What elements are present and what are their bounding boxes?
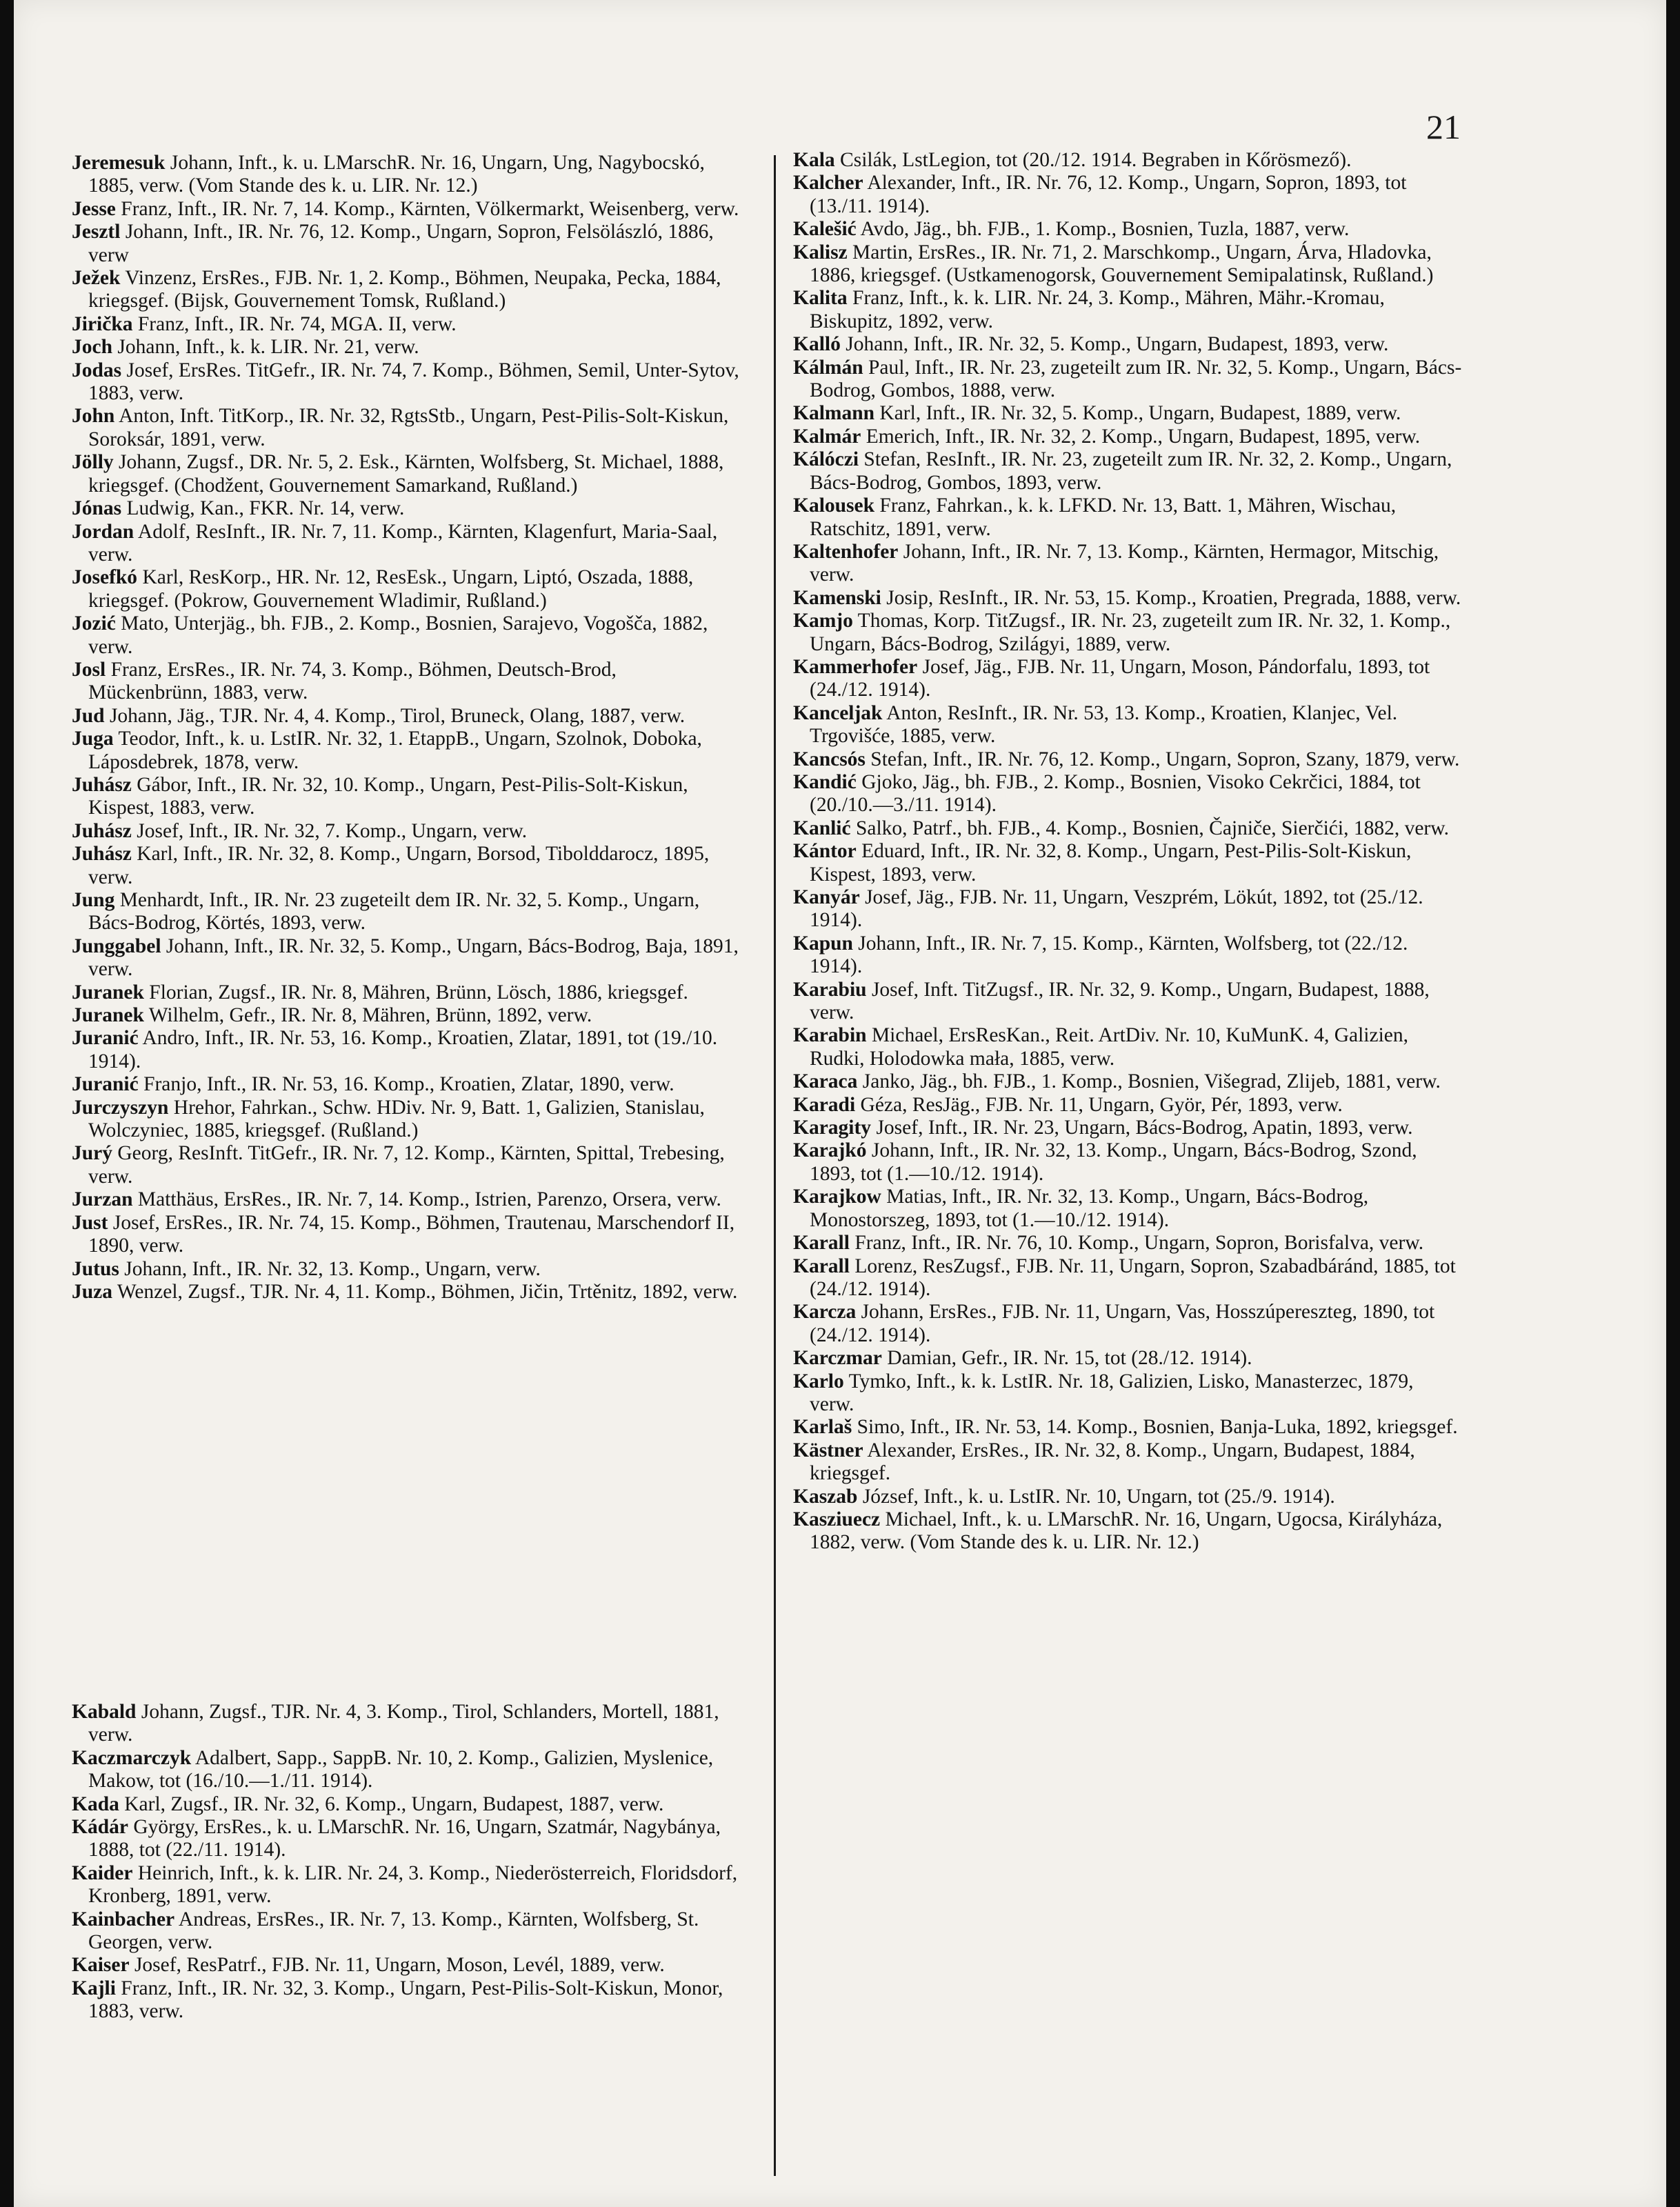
register-entry <box>793 1439 1462 1486</box>
entry-surname: Kanyár <box>793 886 860 908</box>
entry-surname: Karcza <box>793 1301 857 1324</box>
entry-details: Franz, Inft., IR. Nr. 76, 10. Komp., Ungarn, Sopron, Borisfalva, verw. <box>849 1232 1424 1255</box>
entry-details: Ludwig, Kan., FKR. Nr. 14, verw. <box>121 497 405 520</box>
register-entry <box>72 1188 741 1211</box>
register-entry <box>793 1186 1462 1232</box>
register-entry <box>72 1258 741 1281</box>
entry-details: Johann, Inft., IR. Nr. 32, 13. Komp., Ungarn, Bács-Bodrog, Szond, 1893, tot (1.—10./12. 1914). <box>810 1139 1417 1185</box>
register-entry <box>72 1977 741 2024</box>
entry-details: Avdo, Jäg., bh. FJB., 1. Komp., Bosnien, Tuzla, 1887, verw. <box>856 218 1350 241</box>
register-entry <box>793 402 1462 425</box>
entry-details: Josef, Inft., IR. Nr. 23, Ungarn, Bács-Bodrog, Apatin, 1893, verw. <box>871 1117 1413 1139</box>
entry-surname: Kántor <box>793 840 857 863</box>
register-entry <box>793 1139 1462 1186</box>
entry-details: Franz, Inft., IR. Nr. 32, 3. Komp., Ungarn, Pest-Pilis-Solt-Kiskun, Monor, 1883, verw. <box>88 1977 723 2023</box>
entry-surname: Jurzan <box>72 1188 133 1211</box>
register-entry <box>72 1701 741 1747</box>
register-entry <box>793 1486 1462 1508</box>
entry-surname: Karall <box>793 1255 850 1277</box>
register-entry <box>72 935 741 981</box>
register-entry <box>793 840 1462 886</box>
entry-details: Géza, ResJäg., FJB. Nr. 11, Ungarn, Györ, Pér, 1893, verw. <box>855 1093 1343 1116</box>
entry-surname: Kaiser <box>72 1954 130 1977</box>
entry-surname: Juhász <box>72 819 132 842</box>
register-entry <box>793 587 1462 610</box>
register-entry <box>793 886 1462 932</box>
entry-details: Adolf, ResInft., IR. Nr. 7, 11. Komp., Kärnten, Klagenfurt, Maria-Saal, verw. <box>88 520 718 566</box>
entry-details: Alexander, ErsRes., IR. Nr. 32, 8. Komp., Ungarn, Budapest, 1884, kriegsgef. <box>810 1439 1415 1485</box>
entry-details: Johann, Inft., IR. Nr. 32, 5. Komp., Ungarn, Budapest, 1893, verw. <box>840 333 1389 356</box>
entry-surname: Juranek <box>72 1004 144 1027</box>
register-entry <box>72 152 741 198</box>
entry-details: Florian, Zugsf., IR. Nr. 8, Mähren, Brünn, Lösch, 1886, kriegsgef. <box>143 981 688 1003</box>
register-entry <box>793 702 1462 748</box>
entry-surname: Kálóczi <box>793 448 859 471</box>
entry-surname: Josefkó <box>72 566 138 589</box>
entry-surname: Kanlić <box>793 817 851 839</box>
entry-details: Johann, Inft., IR. Nr. 32, 13. Komp., Ungarn, verw. <box>119 1257 541 1280</box>
entry-details: Georg, ResInft. TitGefr., IR. Nr. 7, 12. Komp., Kärnten, Spittal, Trebesing, verw. <box>88 1142 725 1188</box>
page-number: 21 <box>1426 108 1461 146</box>
register-entry <box>72 198 741 221</box>
entry-surname: Jesztl <box>72 221 121 243</box>
register-entry <box>793 495 1462 541</box>
entry-surname: Kalita <box>793 287 848 310</box>
entry-surname: Kala <box>793 149 835 171</box>
entry-details: Thomas, Korp. TitZugsf., IR. Nr. 23, zugeteilt zum IR. Nr. 32, 1. Komp., Ungarn, Bács-Bodrog, Szilágyi, 1889, verw. <box>810 610 1451 655</box>
register-entry <box>793 1232 1462 1255</box>
entry-details: Josef, Jäg., FJB. Nr. 11, Ungarn, Moson, Pándorfalu, 1893, tot (24./12. 1914). <box>810 655 1430 701</box>
entry-surname: Kapun <box>793 932 853 955</box>
entry-details: Karl, Zugsf., IR. Nr. 32, 6. Komp., Ungarn, Budapest, 1887, verw. <box>119 1792 664 1815</box>
entry-surname: Jónas <box>72 497 122 520</box>
entry-surname: Juranić <box>72 1073 139 1096</box>
entry-surname: Juhász <box>72 843 132 866</box>
register-entry <box>793 610 1462 656</box>
entry-surname: Karagity <box>793 1117 872 1139</box>
entry-details: Stefan, Inft., IR. Nr. 76, 12. Komp., Ungarn, Sopron, Szany, 1879, verw. <box>865 748 1460 770</box>
entry-surname: Jozić <box>72 612 116 635</box>
column-divider <box>774 155 776 2176</box>
register-entry <box>72 1816 741 1862</box>
entry-surname: John <box>72 405 115 428</box>
register-entry <box>72 1142 741 1188</box>
entry-details: Josef, ResPatrf., FJB. Nr. 11, Ungarn, Moson, Levél, 1889, verw. <box>129 1954 665 1977</box>
register-entry <box>72 774 741 820</box>
entry-surname: Karczmar <box>793 1347 882 1370</box>
entry-details: Vinzenz, ErsRes., FJB. Nr. 1, 2. Komp., Böhmen, Neupaka, Pecka, 1884, kriegsgef. (Bijsk, Gouvernement Tomsk, Rußland.) <box>88 267 721 312</box>
register-entry <box>72 1747 741 1793</box>
entry-details: Simo, Inft., IR. Nr. 53, 14. Komp., Bosnien, Banja-Luka, 1892, kriegsgef. <box>852 1416 1458 1439</box>
left-column-j-entries <box>72 152 741 1304</box>
register-entry <box>793 771 1462 817</box>
entry-surname: Kaczmarczyk <box>72 1746 192 1769</box>
entry-details: Franz, Inft., IR. Nr. 7, 14. Komp., Kärnten, Völkermarkt, Weisenberg, verw. <box>115 197 739 220</box>
entry-details: Hrehor, Fahrkan., Schw. HDiv. Nr. 9, Batt. 1, Galizien, Stanislau, Wolczyniec, 1885, kriegsgef. (Rußland.) <box>88 1096 705 1142</box>
register-entry <box>72 889 741 935</box>
register-entry <box>72 521 741 567</box>
entry-details: Michael, Inft., k. u. LMarschR. Nr. 16, Ungarn, Ugocsa, Királyháza, 1882, verw. (Vom Stande des k. u. LIR. Nr. 12.) <box>810 1508 1443 1554</box>
register-entry <box>793 1094 1462 1117</box>
entry-details: Franz, Inft., IR. Nr. 74, MGA. II, verw. <box>132 312 457 335</box>
entry-surname: Kaltenhofer <box>793 540 899 563</box>
entry-details: Emerich, Inft., IR. Nr. 32, 2. Komp., Ungarn, Budapest, 1895, verw. <box>861 425 1421 448</box>
entry-surname: Jodas <box>72 359 122 381</box>
entry-details: Janko, Jäg., bh. FJB., 1. Komp., Bosnien, Višegrad, Zlijeb, 1881, verw. <box>857 1070 1441 1093</box>
entry-surname: Kalisz <box>793 241 848 263</box>
register-entry <box>72 313 741 336</box>
entry-surname: Karabin <box>793 1024 867 1047</box>
register-entry <box>72 659 741 705</box>
register-entry <box>793 1255 1462 1301</box>
register-entry <box>793 426 1462 448</box>
entry-surname: Jirička <box>72 312 133 335</box>
entry-details: Damian, Gefr., IR. Nr. 15, tot (28./12. 1914). <box>881 1347 1252 1370</box>
entry-surname: Juga <box>72 728 114 750</box>
entry-details: Wenzel, Zugsf., TJR. Nr. 4, 11. Komp., Böhmen, Jičin, Trtěnitz, 1892, verw. <box>112 1280 738 1303</box>
register-entry <box>72 1212 741 1258</box>
register-entry <box>793 1117 1462 1139</box>
entry-surname: Jung <box>72 889 115 911</box>
entry-surname: Kalešić <box>793 218 857 241</box>
entry-details: Karl, Inft., IR. Nr. 32, 8. Komp., Ungarn, Borsod, Tibolddarocz, 1895, verw. <box>88 843 710 888</box>
entry-details: Franz, Fahrkan., k. k. LFKD. Nr. 13, Batt. 1, Mähren, Wischau, Ratschitz, 1891, verw. <box>810 495 1397 540</box>
document-page <box>14 0 1666 2207</box>
register-entry <box>72 843 741 889</box>
register-entry <box>72 1793 741 1816</box>
entry-details: Johann, Zugsf., TJR. Nr. 4, 3. Komp., Tirol, Schlanders, Mortell, 1881, verw. <box>88 1701 719 1746</box>
entry-surname: Jesse <box>72 197 116 220</box>
register-entry <box>72 1908 741 1955</box>
register-entry <box>72 1073 741 1096</box>
entry-surname: Kalcher <box>793 172 863 194</box>
entry-surname: Josl <box>72 658 106 681</box>
register-entry <box>72 566 741 612</box>
entry-details: Franz, ErsRes., IR. Nr. 74, 3. Komp., Böhmen, Deutsch-Brod, Mückenbrünn, 1883, verw. <box>88 658 617 704</box>
register-entry <box>793 1416 1462 1439</box>
entry-details: Johann, Inft., k. u. LMarschR. Nr. 16, Ungarn, Ung, Nagybocskó, 1885, verw. (Vom Stande des k. u. LIR. Nr. 12.) <box>88 152 705 197</box>
entry-surname: Kancsós <box>793 748 866 770</box>
register-entry <box>793 817 1462 840</box>
entry-details: Stefan, ResInft., IR. Nr. 23, zugeteilt zum IR. Nr. 32, 2. Komp., Ungarn, Bács-Bodrog, Gombos, 1893, verw. <box>810 448 1452 494</box>
entry-surname: Karadi <box>793 1093 856 1116</box>
entry-details: Josef, Jäg., FJB. Nr. 11, Ungarn, Veszprém, Lökút, 1892, tot (25./12. 1914). <box>810 886 1423 932</box>
entry-surname: Karlo <box>793 1370 844 1392</box>
entry-details: Martin, ErsRes., IR. Nr. 71, 2. Marschkomp., Ungarn, Árva, Hladovka, 1886, kriegsgef. (Ustkamenogorsk, Gouvernement Semipalatinsk, Rußland.) <box>810 241 1434 287</box>
register-entry <box>72 1954 741 1977</box>
entry-details: József, Inft., k. u. LstIR. Nr. 10, Ungarn, tot (25./9. 1914). <box>857 1485 1335 1508</box>
entry-details: Gábor, Inft., IR. Nr. 32, 10. Komp., Ungarn, Pest-Pilis-Solt-Kiskun, Kispest, 1883, verw. <box>88 773 688 819</box>
entry-surname: Kaider <box>72 1861 133 1884</box>
entry-surname: Juranek <box>72 981 144 1003</box>
entry-details: Josef, ErsRes. TitGefr., IR. Nr. 74, 7. Komp., Böhmen, Semil, Unter-Sytov, 1883, verw. <box>88 359 739 405</box>
register-entry <box>72 981 741 1004</box>
register-entry <box>72 705 741 728</box>
entry-surname: Kästner <box>793 1439 863 1461</box>
register-entry <box>72 1281 741 1304</box>
right-column-entries <box>793 149 1462 1555</box>
entry-details: Andro, Inft., IR. Nr. 53, 16. Komp., Kroatien, Zlatar, 1891, tot (19./10. 1914). <box>88 1027 718 1072</box>
register-entry <box>72 820 741 843</box>
entry-surname: Kamenski <box>793 586 881 609</box>
entry-details: Johann, ErsRes., FJB. Nr. 11, Ungarn, Vas, Hosszúpereszteg, 1890, tot (24./12. 1914). <box>810 1301 1435 1346</box>
entry-details: Salko, Patrf., bh. FJB., 4. Komp., Bosnien, Čajniče, Sierčići, 1882, verw. <box>850 817 1450 839</box>
entry-details: Johann, Inft., IR. Nr. 7, 15. Komp., Kärnten, Wolfsberg, tot (22./12. 1914). <box>810 932 1408 978</box>
entry-surname: Kálmán <box>793 356 863 379</box>
entry-surname: Joch <box>72 336 112 359</box>
entry-surname: Jölly <box>72 451 114 474</box>
register-entry <box>793 979 1462 1025</box>
register-entry <box>793 932 1462 979</box>
entry-details: Karl, ResKorp., HR. Nr. 12, ResEsk., Ungarn, Liptó, Oszada, 1888, kriegsgef. (Pokrow, Gouvernement Wladimir, Rußland.) <box>88 566 694 612</box>
entry-details: Josef, ErsRes., IR. Nr. 74, 15. Komp., Böhmen, Trautenau, Marschendorf II, 1890, verw. <box>88 1211 735 1257</box>
entry-details: Matthäus, ErsRes., IR. Nr. 7, 14. Komp., Istrien, Parenzo, Orsera, verw. <box>132 1188 721 1211</box>
entry-details: Anton, Inft. TitKorp., IR. Nr. 32, RgtsStb., Ungarn, Pest-Pilis-Solt-Kiskun, Soroksár, 1891, verw. <box>88 405 729 450</box>
entry-details: Johann, Inft., IR. Nr. 7, 13. Komp., Kärnten, Hermagor, Mitschig, verw. <box>810 540 1439 586</box>
register-entry <box>793 656 1462 702</box>
entry-details: Josip, ResInft., IR. Nr. 53, 15. Komp., Kroatien, Pregrada, 1888, verw. <box>881 586 1461 609</box>
entry-surname: Kajli <box>72 1977 116 1999</box>
entry-surname: Kabald <box>72 1701 137 1723</box>
register-entry <box>72 1862 741 1908</box>
entry-surname: Kaszab <box>793 1485 858 1508</box>
entry-surname: Karajkow <box>793 1186 881 1208</box>
register-entry <box>72 612 741 659</box>
register-entry <box>793 149 1462 172</box>
entry-surname: Junggabel <box>72 935 161 957</box>
entry-details: Paul, Inft., IR. Nr. 23, zugeteilt zum IR. Nr. 32, 5. Komp., Ungarn, Bács-Bodrog, Gombos, 1888, verw. <box>810 356 1462 402</box>
register-entry <box>72 359 741 406</box>
entry-surname: Karaca <box>793 1070 858 1093</box>
entry-surname: Kanceljak <box>793 701 883 724</box>
entry-details: Alexander, Inft., IR. Nr. 76, 12. Komp., Ungarn, Sopron, 1893, tot (13./11. 1914). <box>810 172 1407 217</box>
entry-surname: Jeremesuk <box>72 152 166 174</box>
register-entry <box>72 1004 741 1027</box>
entry-details: Josef, Inft., IR. Nr. 32, 7. Komp., Ungarn, verw. <box>131 819 528 842</box>
register-entry <box>793 357 1462 403</box>
entry-details: Johann, Inft., IR. Nr. 76, 12. Komp., Ungarn, Sopron, Felsölászló, 1886, verw <box>88 221 714 266</box>
register-entry <box>793 218 1462 241</box>
entry-details: Anton, ResInft., IR. Nr. 53, 13. Komp., Kroatien, Klanjec, Vel. Trgovišće, 1885, verw. <box>810 701 1398 748</box>
register-entry <box>793 1347 1462 1370</box>
entry-details: Menhardt, Inft., IR. Nr. 23 zugeteilt dem IR. Nr. 32, 5. Komp., Ungarn, Bács-Bodrog, Körtés, 1893, verw. <box>88 889 700 935</box>
register-entry <box>72 405 741 451</box>
entry-details: Heinrich, Inft., k. k. LIR. Nr. 24, 3. Komp., Niederösterreich, Floridsdorf, Kronberg, 1891, verw. <box>88 1861 738 1908</box>
register-entry <box>72 267 741 313</box>
entry-details: Andreas, ErsRes., IR. Nr. 7, 13. Komp., Kärnten, Wolfsberg, St. Georgen, verw. <box>88 1908 699 1954</box>
entry-details: Franz, Inft., k. k. LIR. Nr. 24, 3. Komp., Mähren, Mähr.-Kromau, Biskupitz, 1892, verw. <box>810 287 1385 332</box>
entry-surname: Jurý <box>72 1142 112 1165</box>
entry-details: Matias, Inft., IR. Nr. 32, 13. Komp., Ungarn, Bács-Bodrog, Monostorszeg, 1893, tot (1.—10./12. 1914). <box>810 1186 1369 1231</box>
entry-details: Mato, Unterjäg., bh. FJB., 2. Komp., Bosnien, Sarajevo, Vogošča, 1882, verw. <box>88 612 708 658</box>
register-entry <box>72 728 741 774</box>
entry-details: Johann, Jäg., TJR. Nr. 4, 4. Komp., Tirol, Bruneck, Olang, 1887, verw. <box>104 704 686 727</box>
register-entry <box>793 541 1462 587</box>
register-entry <box>793 748 1462 771</box>
entry-details: Teodor, Inft., k. u. LstIR. Nr. 32, 1. EtappB., Ungarn, Szolnok, Doboka, Láposdebrek, 1878, verw. <box>88 728 702 773</box>
register-entry <box>72 1097 741 1143</box>
register-entry <box>793 1070 1462 1093</box>
entry-surname: Kalló <box>793 333 841 356</box>
register-entry <box>72 1027 741 1073</box>
entry-surname: Karall <box>793 1232 850 1255</box>
entry-details: Gjoko, Jäg., bh. FJB., 2. Komp., Bosnien, Visoko Cekrčici, 1884, tot (20./10.—3./11. 1914). <box>810 770 1421 817</box>
entry-details: Tymko, Inft., k. k. LstIR. Nr. 18, Galizien, Lisko, Manasterzec, 1879, verw. <box>810 1370 1414 1415</box>
entry-details: Eduard, Inft., IR. Nr. 32, 8. Komp., Ungarn, Pest-Pilis-Solt-Kiskun, Kispest, 1893, verw. <box>810 840 1412 886</box>
register-entry <box>793 1301 1462 1347</box>
entry-surname: Juhász <box>72 773 132 796</box>
entry-surname: Kainbacher <box>72 1908 175 1930</box>
left-column-k-entries <box>72 1701 741 2024</box>
entry-surname: Karajkó <box>793 1139 867 1162</box>
entry-surname: Kasziuecz <box>793 1508 881 1530</box>
entry-details: György, ErsRes., k. u. LMarschR. Nr. 16, Ungarn, Szatmár, Nagybánya, 1888, tot (22./11. 1914). <box>88 1816 721 1861</box>
entry-surname: Just <box>72 1211 108 1234</box>
register-entry <box>793 1508 1462 1555</box>
entry-surname: Jutus <box>72 1257 119 1280</box>
entry-surname: Kandić <box>793 770 857 793</box>
entry-surname: Kalmár <box>793 425 861 448</box>
entry-surname: Karabiu <box>793 978 867 1001</box>
entry-surname: Juza <box>72 1280 112 1303</box>
entry-surname: Kalousek <box>793 495 875 517</box>
register-entry <box>72 221 741 267</box>
register-entry <box>793 241 1462 288</box>
register-entry <box>72 451 741 497</box>
entry-surname: Kádár <box>72 1816 128 1839</box>
entry-details: Adalbert, Sapp., SappB. Nr. 10, 2. Komp., Galizien, Myslenice, Makow, tot (16./10.—1./11. 1914). <box>88 1746 714 1792</box>
entry-details: Johann, Zugsf., DR. Nr. 5, 2. Esk., Kärnten, Wolfsberg, St. Michael, 1888, kriegsgef. (Chodžent, Gouvernement Samarkand, Rußland.) <box>88 451 724 497</box>
entry-details: Wilhelm, Gefr., IR. Nr. 8, Mähren, Brünn, 1892, verw. <box>143 1004 592 1027</box>
entry-surname: Kada <box>72 1792 119 1815</box>
entry-details: Lorenz, ResZugsf., FJB. Nr. 11, Ungarn, Sopron, Szabadbáránd, 1885, tot (24./12. 1914). <box>810 1255 1456 1300</box>
entry-surname: Jud <box>72 704 105 727</box>
entry-details: Johann, Inft., k. k. LIR. Nr. 21, verw. <box>112 336 419 359</box>
entry-details: Franjo, Inft., IR. Nr. 53, 16. Komp., Kroatien, Zlatar, 1890, verw. <box>138 1073 674 1096</box>
register-entry <box>72 336 741 359</box>
register-entry <box>793 1024 1462 1070</box>
entry-surname: Kammerhofer <box>793 655 918 678</box>
register-entry <box>793 333 1462 356</box>
entry-surname: Juranić <box>72 1027 139 1050</box>
entry-details: Johann, Inft., IR. Nr. 32, 5. Komp., Ungarn, Bács-Bodrog, Baja, 1891, verw. <box>88 935 739 981</box>
entry-surname: Ježek <box>72 267 121 290</box>
register-entry <box>793 287 1462 333</box>
register-entry <box>793 172 1462 218</box>
entry-surname: Karlaš <box>793 1416 852 1439</box>
entry-surname: Jordan <box>72 520 134 543</box>
entry-surname: Jurczyszyn <box>72 1096 169 1119</box>
entry-surname: Kamjo <box>793 610 853 632</box>
entry-details: Karl, Inft., IR. Nr. 32, 5. Komp., Ungarn, Budapest, 1889, verw. <box>874 402 1401 425</box>
register-entry <box>793 1370 1462 1417</box>
entry-details: Csilák, LstLegion, tot (20./12. 1914. Begraben in Kőrösmező). <box>834 149 1352 171</box>
register-entry <box>793 448 1462 495</box>
entry-details: Josef, Inft. TitZugsf., IR. Nr. 32, 9. Komp., Ungarn, Budapest, 1888, verw. <box>810 978 1430 1024</box>
entry-details: Michael, ErsResKan., Reit. ArtDiv. Nr. 10, KuMunK. 4, Galizien, Rudki, Holodowka mała, 1885, verw. <box>810 1024 1409 1070</box>
register-entry <box>72 497 741 520</box>
entry-surname: Kalmann <box>793 402 875 425</box>
